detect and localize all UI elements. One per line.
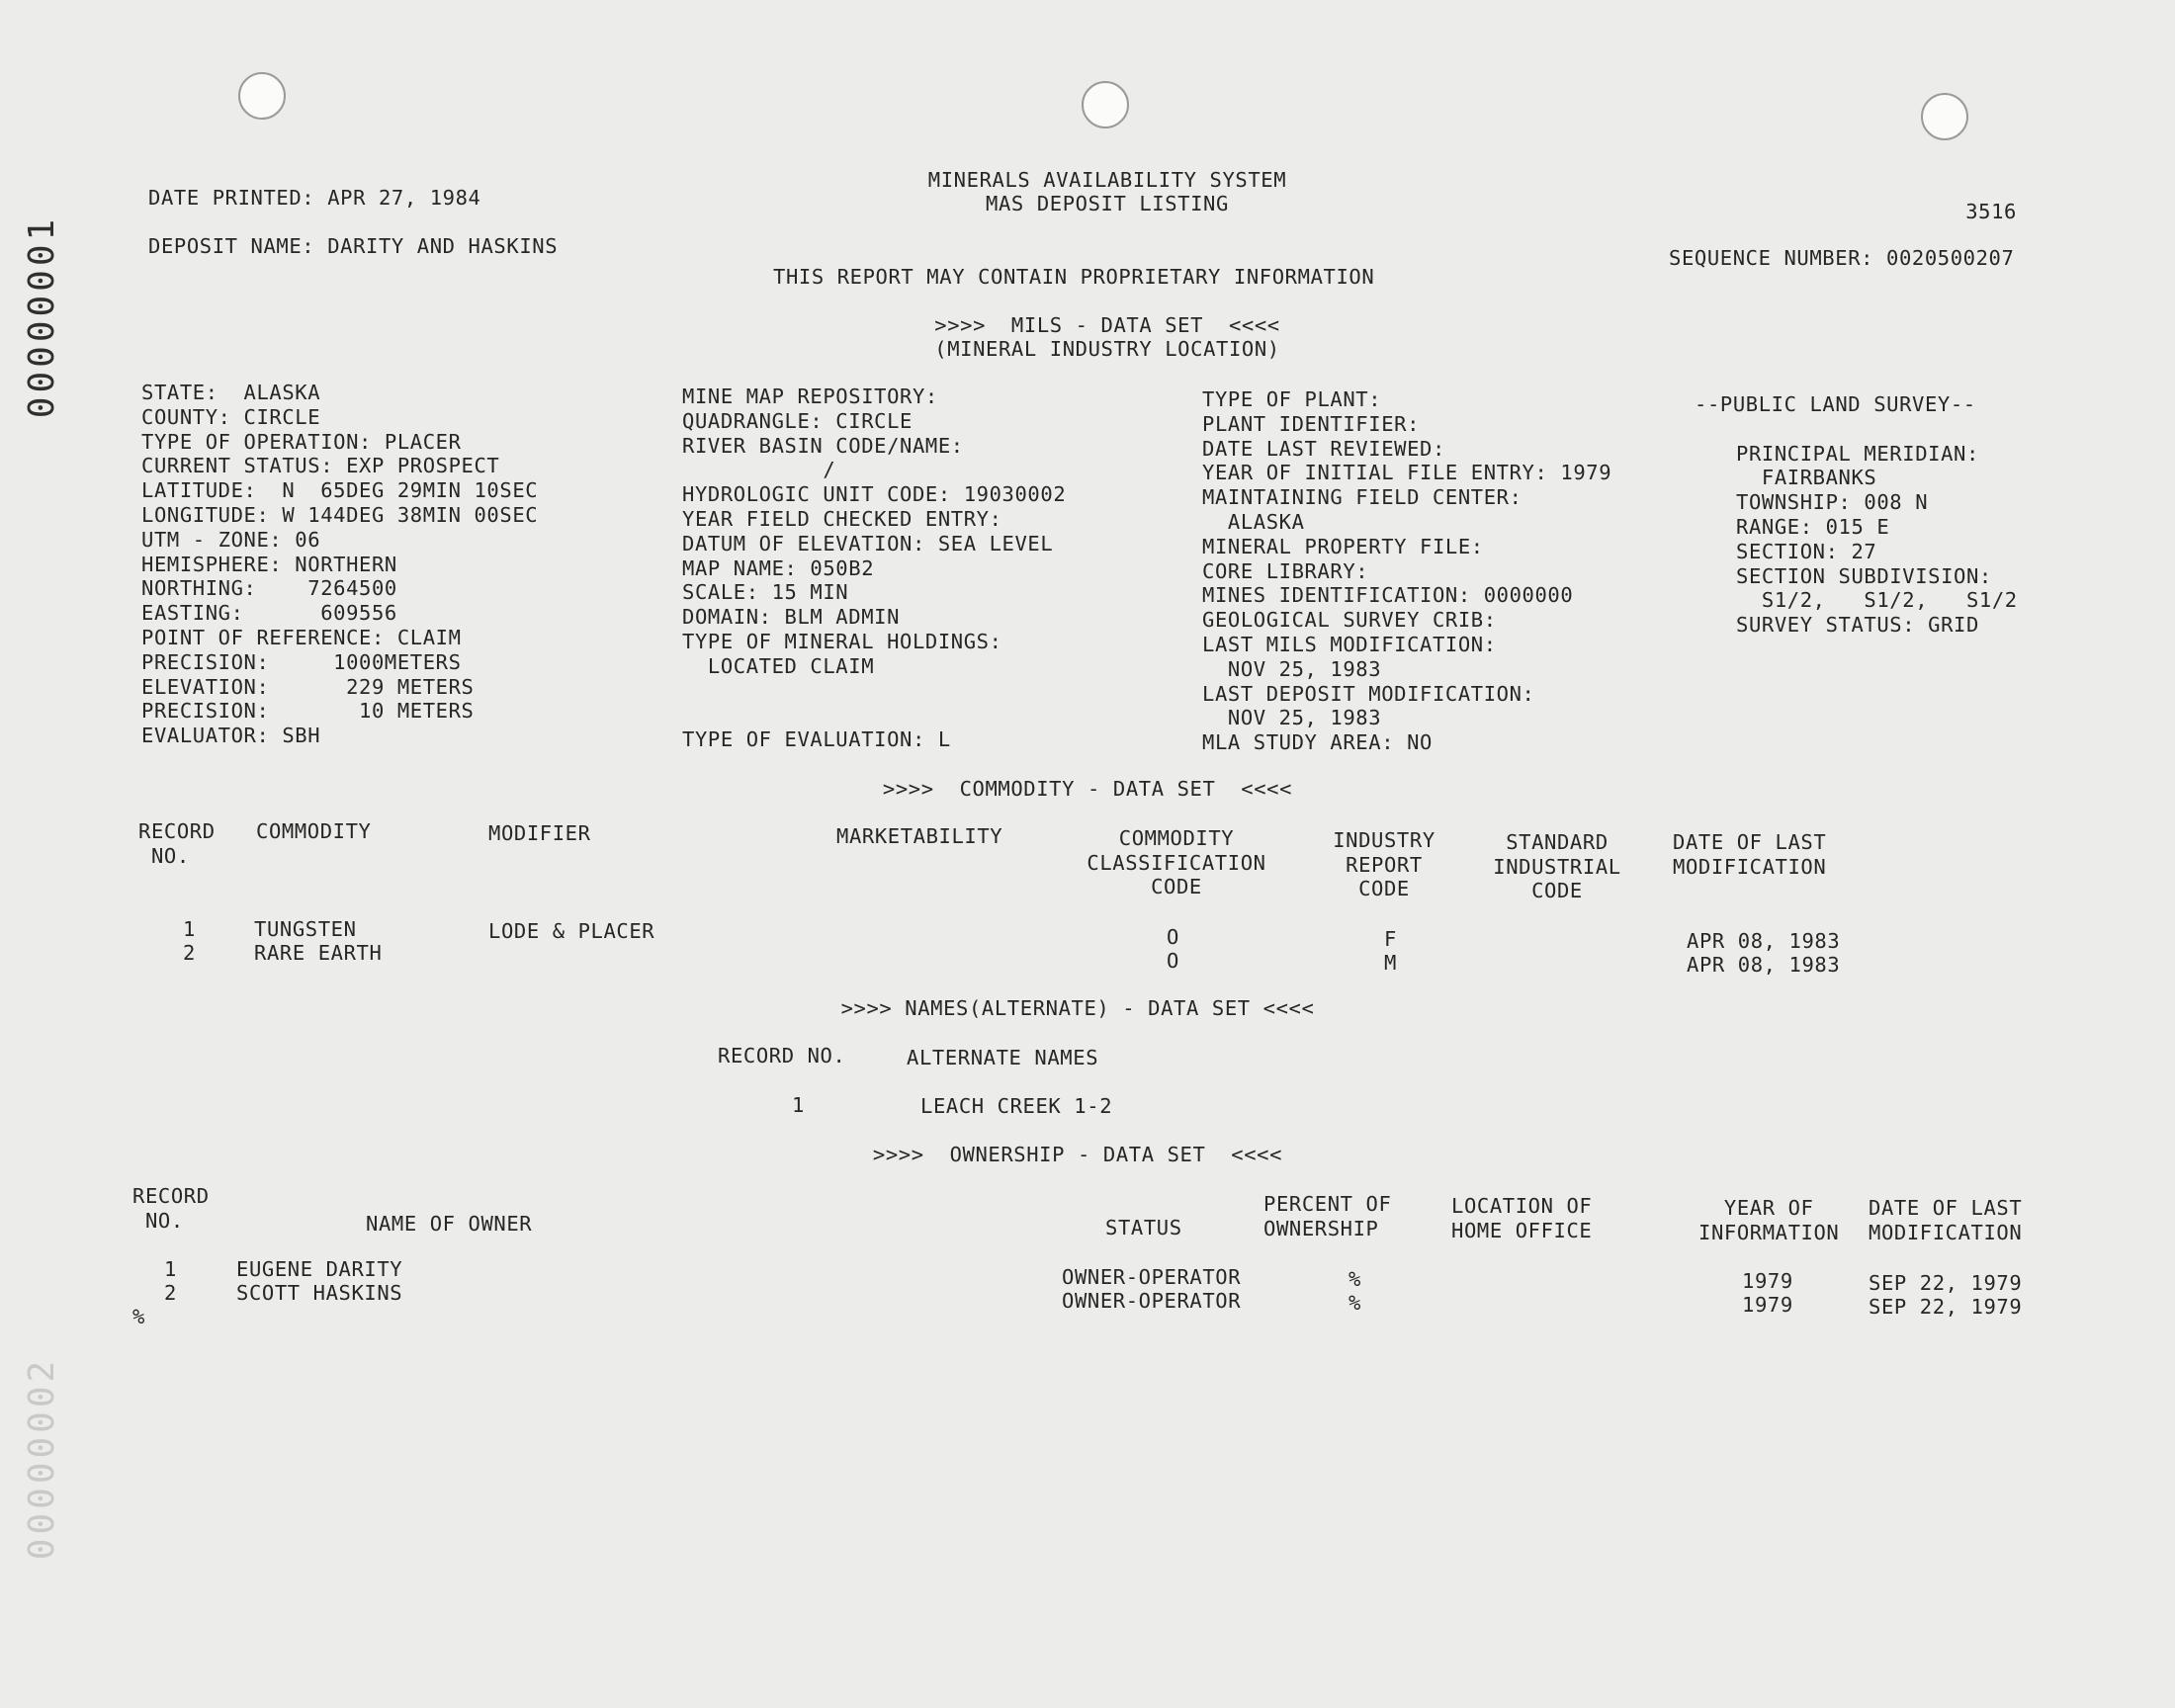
commodity-classification: O (1167, 949, 1179, 973)
commodity-industry: M (1384, 951, 1397, 975)
land-survey-field: PRINCIPAL MERIDIAN: (1736, 441, 1979, 466)
land-survey-field: S1/2, S1/2, S1/2 (1736, 588, 2018, 613)
owner-percent: % (1348, 1291, 1361, 1315)
names-col-record-no: RECORD NO. (718, 1044, 846, 1068)
owner-last-mod: SEP 22, 1979 (1869, 1295, 2023, 1319)
mils-field: YEAR FIELD CHECKED ENTRY: (682, 507, 1002, 531)
ownership-col-last-mod: DATE OF LAST MODIFICATION (1869, 1196, 2023, 1244)
mils-field: PRECISION: 10 METERS (141, 699, 475, 724)
mils-field: LAST DEPOSIT MODIFICATION: (1202, 681, 1535, 706)
punch-hole-center (1082, 81, 1129, 128)
commodity-record-no: 1 (183, 917, 196, 941)
land-survey-field: TOWNSHIP: 008 N (1736, 490, 1929, 515)
owner-last-mod: SEP 22, 1979 (1869, 1271, 2023, 1295)
mils-field: DATUM OF ELEVATION: SEA LEVEL (682, 531, 1054, 555)
mils-field: NORTHING: 7264500 (141, 576, 397, 601)
mils-field: GEOLOGICAL SURVEY CRIB: (1202, 608, 1497, 633)
mils-field: STATE: ALASKA (141, 381, 321, 404)
mils-field: LONGITUDE: W 144DEG 38MIN 00SEC (141, 503, 539, 527)
land-survey-field: FAIRBANKS (1736, 466, 1877, 490)
listing-title: MAS DEPOSIT LISTING (986, 192, 1229, 215)
mils-subheading: (MINERAL INDUSTRY LOCATION) (934, 337, 1280, 361)
commodity-record-no: 2 (183, 941, 196, 965)
mils-field: ALASKA (1202, 510, 1305, 534)
mils-field: COUNTY: CIRCLE (141, 404, 321, 429)
mils-field: TYPE OF PLANT: (1202, 387, 1382, 411)
mils-field: MAINTAINING FIELD CENTER: (1202, 485, 1522, 510)
margin-stamp: 00000001 (22, 214, 63, 419)
mils-field: MINES IDENTIFICATION: 0000000 (1202, 583, 1574, 608)
deposit-name: DEPOSIT NAME: DARITY AND HASKINS (148, 234, 559, 258)
mils-field: PRECISION: 1000METERS (141, 649, 462, 674)
commodity-col-classification: COMMODITY CLASSIFICATION CODE (1087, 826, 1266, 898)
ownership-col-record-no: RECORD NO. (132, 1184, 210, 1233)
ownership-heading: >>>> OWNERSHIP - DATA SET <<<< (872, 1143, 1283, 1166)
mils-field: HEMISPHERE: NORTHERN (141, 552, 397, 576)
ownership-col-status: STATUS (1105, 1216, 1182, 1239)
owner-record-no: 2 (164, 1281, 177, 1305)
mils-field: QUADRANGLE: CIRCLE (682, 408, 913, 433)
commodity-classification: O (1167, 925, 1179, 949)
mils-field: DOMAIN: BLM ADMIN (682, 605, 901, 630)
owner-percent: % (1348, 1267, 1361, 1291)
mils-field: CURRENT STATUS: EXP PROSPECT (141, 454, 500, 478)
sequence-number: SEQUENCE NUMBER: 0020500207 (1669, 246, 2015, 270)
names-record-no: 1 (792, 1093, 805, 1117)
mils-field: MAP NAME: 050B2 (682, 555, 875, 580)
commodity-heading: >>>> COMMODITY - DATA SET <<<< (882, 777, 1293, 801)
mils-field: MINE MAP REPOSITORY: (682, 384, 938, 408)
margin-stamp-faint: 00000002 (22, 1356, 63, 1561)
commodity-industry: F (1384, 927, 1397, 951)
mils-field: ELEVATION: 229 METERS (141, 674, 475, 699)
mils-field: LOCATED CLAIM (682, 653, 875, 678)
mils-field: DATE LAST REVIEWED: (1202, 436, 1445, 461)
commodity-last-mod: APR 08, 1983 (1687, 929, 1841, 953)
commodity-name: TUNGSTEN (254, 917, 357, 941)
commodity-modifier: LODE & PLACER (488, 919, 655, 943)
mils-field: MLA STUDY AREA: NO (1202, 730, 1433, 755)
mils-field: TYPE OF EVALUATION: L (682, 727, 951, 752)
mils-field: CORE LIBRARY: (1202, 558, 1369, 583)
commodity-col-modifier: MODIFIER (488, 821, 591, 845)
land-survey-field: RANGE: 015 E (1736, 515, 1890, 539)
ownership-col-year: YEAR OF INFORMATION (1698, 1196, 1840, 1244)
owner-record-no: 1 (164, 1257, 177, 1281)
mils-field: RIVER BASIN CODE/NAME: (682, 433, 964, 458)
commodity-name: RARE EARTH (254, 941, 383, 965)
mils-field: UTM - ZONE: 06 (141, 527, 321, 552)
punch-hole-left (238, 72, 286, 120)
ownership-col-percent: PERCENT OF OWNERSHIP (1263, 1192, 1392, 1240)
alternate-name: LEACH CREEK 1-2 (920, 1094, 1113, 1118)
commodity-last-mod: APR 08, 1983 (1687, 953, 1841, 977)
mils-field: EASTING: 609556 (141, 601, 397, 626)
mils-field: TYPE OF MINERAL HOLDINGS: (682, 630, 1002, 653)
owner-status: OWNER-OPERATOR (1062, 1265, 1242, 1289)
mils-field: / (682, 458, 836, 482)
mils-field: PLANT IDENTIFIER: (1202, 411, 1421, 436)
mils-field: SCALE: 15 MIN (682, 580, 849, 605)
land-survey-field: SECTION: 27 (1736, 539, 1877, 563)
proprietary-notice: THIS REPORT MAY CONTAIN PROPRIETARY INFORMATION (773, 265, 1375, 289)
mils-field: TYPE OF OPERATION: PLACER (141, 429, 462, 454)
date-printed: DATE PRINTED: APR 27, 1984 (148, 186, 481, 210)
page-number: 3516 (1965, 200, 2017, 223)
commodity-col-last-mod: DATE OF LAST MODIFICATION (1673, 830, 1827, 879)
land-survey-field: SURVEY STATUS: GRID (1736, 613, 1979, 638)
owner-name: EUGENE DARITY (236, 1257, 403, 1281)
mils-field: LAST MILS MODIFICATION: (1202, 633, 1497, 656)
punch-hole-right (1921, 93, 1968, 140)
mils-heading: >>>> MILS - DATA SET <<<< (934, 313, 1280, 337)
mils-field: EVALUATOR: SBH (141, 724, 321, 748)
ownership-col-location: LOCATION OF HOME OFFICE (1451, 1194, 1593, 1242)
mils-field: POINT OF REFERENCE: CLAIM (141, 626, 462, 649)
mils-field: LATITUDE: N 65DEG 29MIN 10SEC (141, 478, 539, 503)
commodity-col-industry: INDUSTRY REPORT CODE (1333, 828, 1436, 900)
commodity-col-commodity: COMMODITY (256, 819, 372, 843)
owner-name: SCOTT HASKINS (236, 1281, 403, 1305)
land-survey-field: SECTION SUBDIVISION: (1736, 563, 1992, 588)
trailing-percent-mark: % (132, 1305, 145, 1328)
owner-year: 1979 (1742, 1293, 1793, 1317)
names-heading: >>>> NAMES(ALTERNATE) - DATA SET <<<< (840, 996, 1315, 1020)
mils-field: MINERAL PROPERTY FILE: (1202, 534, 1484, 558)
mils-field: NOV 25, 1983 (1202, 706, 1382, 730)
names-col-alternate-names: ALTERNATE NAMES (907, 1046, 1099, 1069)
system-title: MINERALS AVAILABILITY SYSTEM (927, 168, 1287, 192)
commodity-col-record-no: RECORD NO. (138, 819, 216, 868)
ownership-col-owner: NAME OF OWNER (366, 1212, 533, 1236)
commodity-col-marketability: MARKETABILITY (836, 824, 1003, 848)
commodity-col-sic: STANDARD INDUSTRIAL CODE (1493, 830, 1621, 902)
owner-year: 1979 (1742, 1269, 1793, 1293)
mils-field: NOV 25, 1983 (1202, 656, 1382, 681)
land-survey-heading: --PUBLIC LAND SURVEY-- (1695, 392, 1976, 416)
owner-status: OWNER-OPERATOR (1062, 1289, 1242, 1313)
mils-field: HYDROLOGIC UNIT CODE: 19030002 (682, 482, 1067, 507)
mils-field: YEAR OF INITIAL FILE ENTRY: 1979 (1202, 461, 1612, 485)
